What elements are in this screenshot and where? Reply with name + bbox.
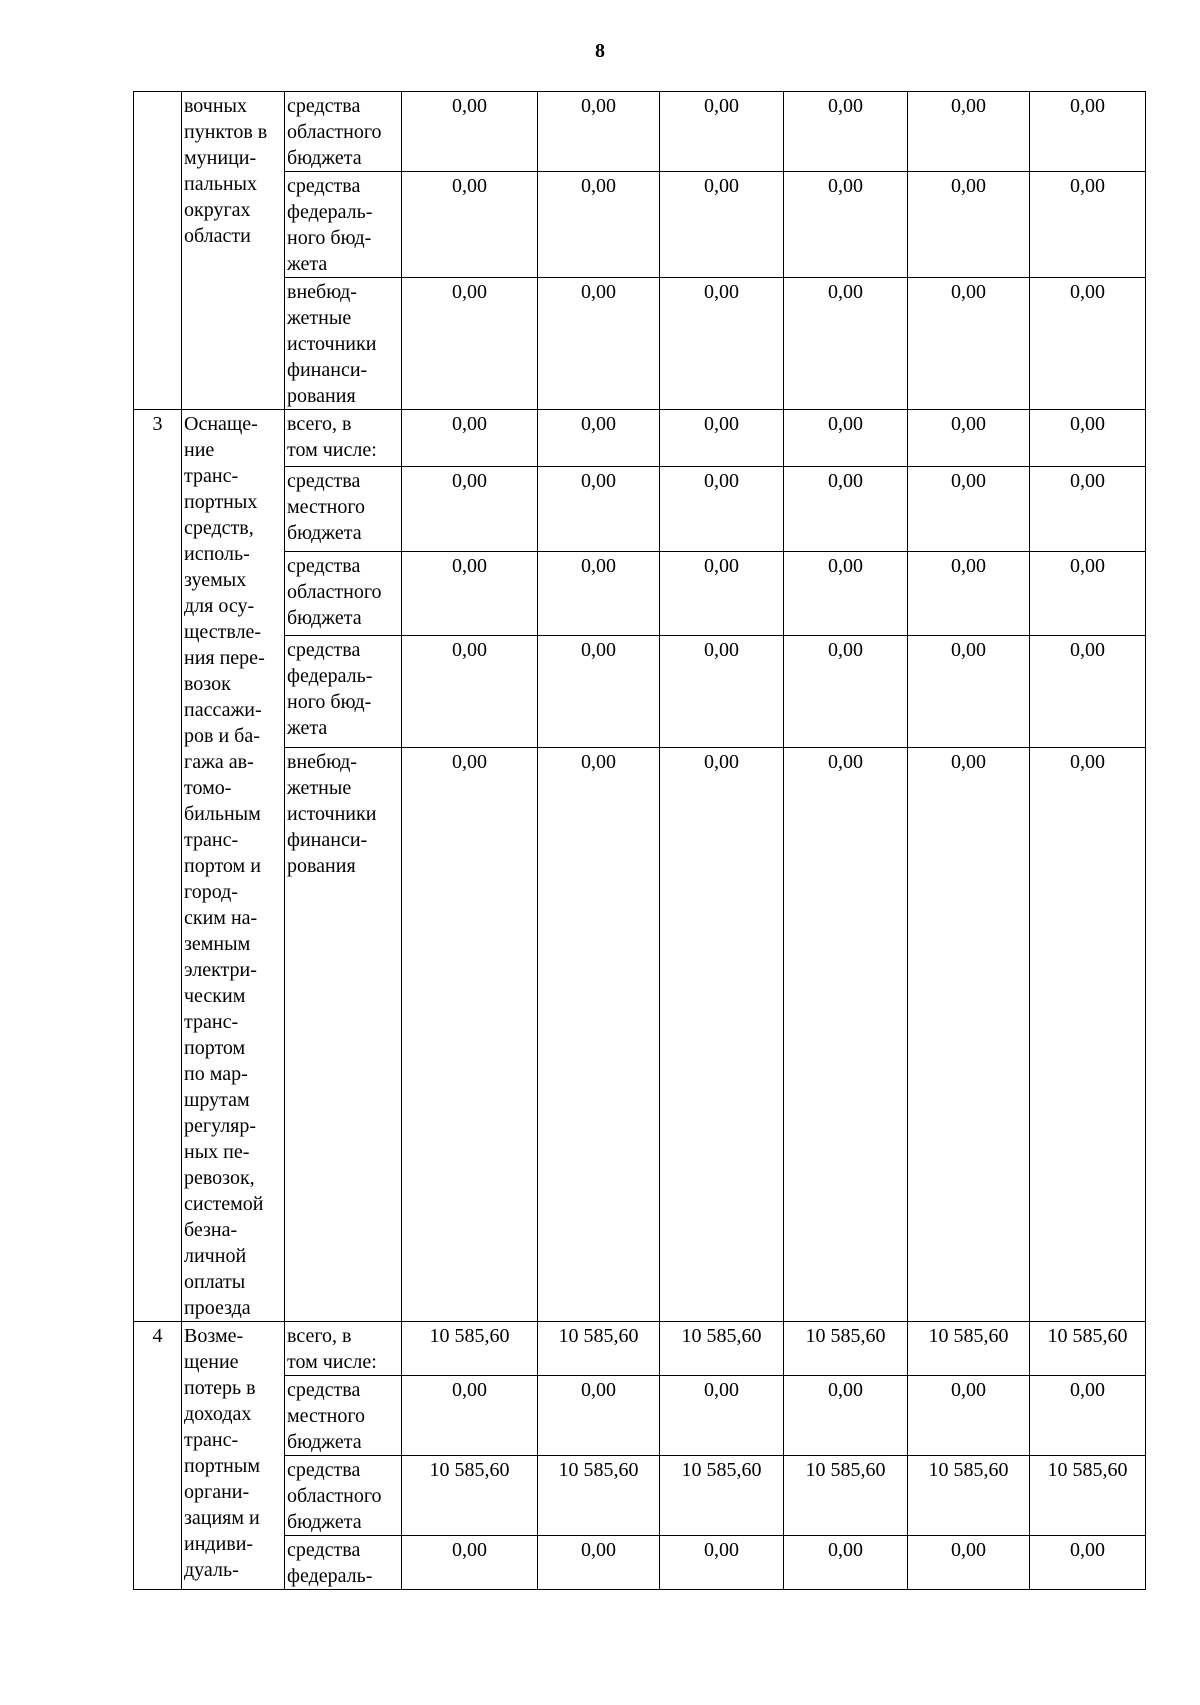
table-row xyxy=(134,551,1146,636)
amount-cell: 0,00 xyxy=(402,1376,538,1456)
amount-cell: 0,00 xyxy=(538,1536,660,1590)
amount-cell: 10 585,60 xyxy=(402,1322,538,1376)
amount-cell: 0,00 xyxy=(660,172,784,278)
funding-source: средства федераль- xyxy=(285,1536,402,1590)
page-number: 8 xyxy=(595,40,605,62)
amount-cell: 0,00 xyxy=(538,172,660,278)
funding-source: средства областного бюджета xyxy=(285,1456,402,1536)
amount-cell: 0,00 xyxy=(402,172,538,278)
amount-cell: 0,00 xyxy=(538,1376,660,1456)
amount-cell: 10 585,60 xyxy=(538,1322,660,1376)
amount-cell: 0,00 xyxy=(1030,467,1146,552)
table-row xyxy=(134,1322,1146,1376)
amount-cell: 0,00 xyxy=(538,410,660,467)
table-row xyxy=(134,636,1146,748)
amount-cell: 0,00 xyxy=(402,636,538,748)
amount-cell: 0,00 xyxy=(402,92,538,172)
amount-cell: 0,00 xyxy=(908,467,1030,552)
amount-cell: 0,00 xyxy=(908,1536,1030,1590)
amount-cell: 0,00 xyxy=(660,467,784,552)
amount-cell: 0,00 xyxy=(784,410,908,467)
amount-cell: 0,00 xyxy=(538,551,660,636)
amount-cell: 0,00 xyxy=(538,92,660,172)
amount-cell: 0,00 xyxy=(908,1376,1030,1456)
amount-cell: 0,00 xyxy=(402,551,538,636)
amount-cell: 0,00 xyxy=(538,278,660,410)
amount-cell: 0,00 xyxy=(1030,92,1146,172)
amount-cell: 0,00 xyxy=(908,172,1030,278)
item-number: 4 xyxy=(134,1322,182,1590)
item-number xyxy=(134,92,182,410)
amount-cell: 10 585,60 xyxy=(402,1456,538,1536)
amount-cell: 0,00 xyxy=(784,748,908,1322)
table-row xyxy=(134,1376,1146,1456)
amount-cell: 0,00 xyxy=(908,278,1030,410)
amount-cell: 0,00 xyxy=(660,748,784,1322)
table-row xyxy=(134,172,1146,278)
funding-source: средства федераль- ного бюд- жета xyxy=(285,172,402,278)
amount-cell: 0,00 xyxy=(1030,278,1146,410)
amount-cell: 0,00 xyxy=(402,278,538,410)
amount-cell: 0,00 xyxy=(402,467,538,552)
amount-cell: 0,00 xyxy=(660,278,784,410)
amount-cell: 0,00 xyxy=(660,551,784,636)
item-number: 3 xyxy=(134,410,182,1322)
amount-cell: 0,00 xyxy=(784,278,908,410)
funding-source: средства местного бюджета xyxy=(285,467,402,552)
table-row xyxy=(134,467,1146,552)
amount-cell: 0,00 xyxy=(784,92,908,172)
amount-cell: 10 585,60 xyxy=(784,1456,908,1536)
amount-cell: 0,00 xyxy=(538,636,660,748)
item-name: Возме- щение потерь в доходах транс- портным органи- зациям и индиви- дуаль- xyxy=(182,1322,285,1590)
amount-cell: 0,00 xyxy=(908,92,1030,172)
amount-cell: 0,00 xyxy=(784,1376,908,1456)
amount-cell: 0,00 xyxy=(784,551,908,636)
amount-cell: 0,00 xyxy=(538,467,660,552)
amount-cell: 10 585,60 xyxy=(784,1322,908,1376)
amount-cell: 0,00 xyxy=(538,748,660,1322)
funding-source: внебюд- жетные источники финанси- рования xyxy=(285,278,402,410)
amount-cell: 0,00 xyxy=(1030,636,1146,748)
amount-cell: 0,00 xyxy=(660,636,784,748)
amount-cell: 0,00 xyxy=(660,410,784,467)
amount-cell: 0,00 xyxy=(908,410,1030,467)
amount-cell: 0,00 xyxy=(1030,410,1146,467)
table-row xyxy=(134,410,1146,467)
budget-table-body xyxy=(134,92,1146,1590)
amount-cell: 0,00 xyxy=(1030,551,1146,636)
amount-cell: 10 585,60 xyxy=(660,1322,784,1376)
amount-cell: 0,00 xyxy=(402,748,538,1322)
amount-cell: 0,00 xyxy=(1030,1376,1146,1456)
funding-source: внебюд- жетные источники финанси- рования xyxy=(285,748,402,1322)
amount-cell: 10 585,60 xyxy=(908,1456,1030,1536)
amount-cell: 0,00 xyxy=(784,636,908,748)
amount-cell: 0,00 xyxy=(784,467,908,552)
item-name: Оснаще- ние транс- портных средств, исполь- зуемых для осу- ществле- ния пере- возок пассажи- ров и ба- гажа ав- томо- бильным транс- портом и город- ским на- земным электри- ческим транс- портом по мар- шрутам регуляр- ных пе- ревозок, системой безна- личной оплаты проезда xyxy=(182,410,285,1322)
table-row xyxy=(134,278,1146,410)
amount-cell: 10 585,60 xyxy=(1030,1322,1146,1376)
amount-cell: 0,00 xyxy=(402,1536,538,1590)
funding-source: средства местного бюджета xyxy=(285,1376,402,1456)
amount-cell: 0,00 xyxy=(784,172,908,278)
amount-cell: 0,00 xyxy=(784,1536,908,1590)
funding-source: средства областного бюджета xyxy=(285,92,402,172)
table-row xyxy=(134,1536,1146,1590)
amount-cell: 10 585,60 xyxy=(908,1322,1030,1376)
funding-source: всего, в том числе: xyxy=(285,1322,402,1376)
table-row xyxy=(134,748,1146,1322)
table-row xyxy=(134,1456,1146,1536)
amount-cell: 10 585,60 xyxy=(1030,1456,1146,1536)
amount-cell: 10 585,60 xyxy=(660,1456,784,1536)
amount-cell: 0,00 xyxy=(908,748,1030,1322)
amount-cell: 0,00 xyxy=(908,636,1030,748)
amount-cell: 0,00 xyxy=(660,92,784,172)
funding-source: средства областного бюджета xyxy=(285,551,402,636)
amount-cell: 0,00 xyxy=(1030,172,1146,278)
funding-source: средства федераль- ного бюд- жета xyxy=(285,636,402,748)
amount-cell: 0,00 xyxy=(660,1536,784,1590)
amount-cell: 10 585,60 xyxy=(538,1456,660,1536)
item-name: вочных пунктов в муници- пальных округах области xyxy=(182,92,285,410)
table-row xyxy=(134,92,1146,172)
funding-source: всего, в том числе: xyxy=(285,410,402,467)
budget-table xyxy=(133,91,1146,1590)
amount-cell: 0,00 xyxy=(660,1376,784,1456)
amount-cell: 0,00 xyxy=(908,551,1030,636)
amount-cell: 0,00 xyxy=(402,410,538,467)
amount-cell: 0,00 xyxy=(1030,748,1146,1322)
amount-cell: 0,00 xyxy=(1030,1536,1146,1590)
